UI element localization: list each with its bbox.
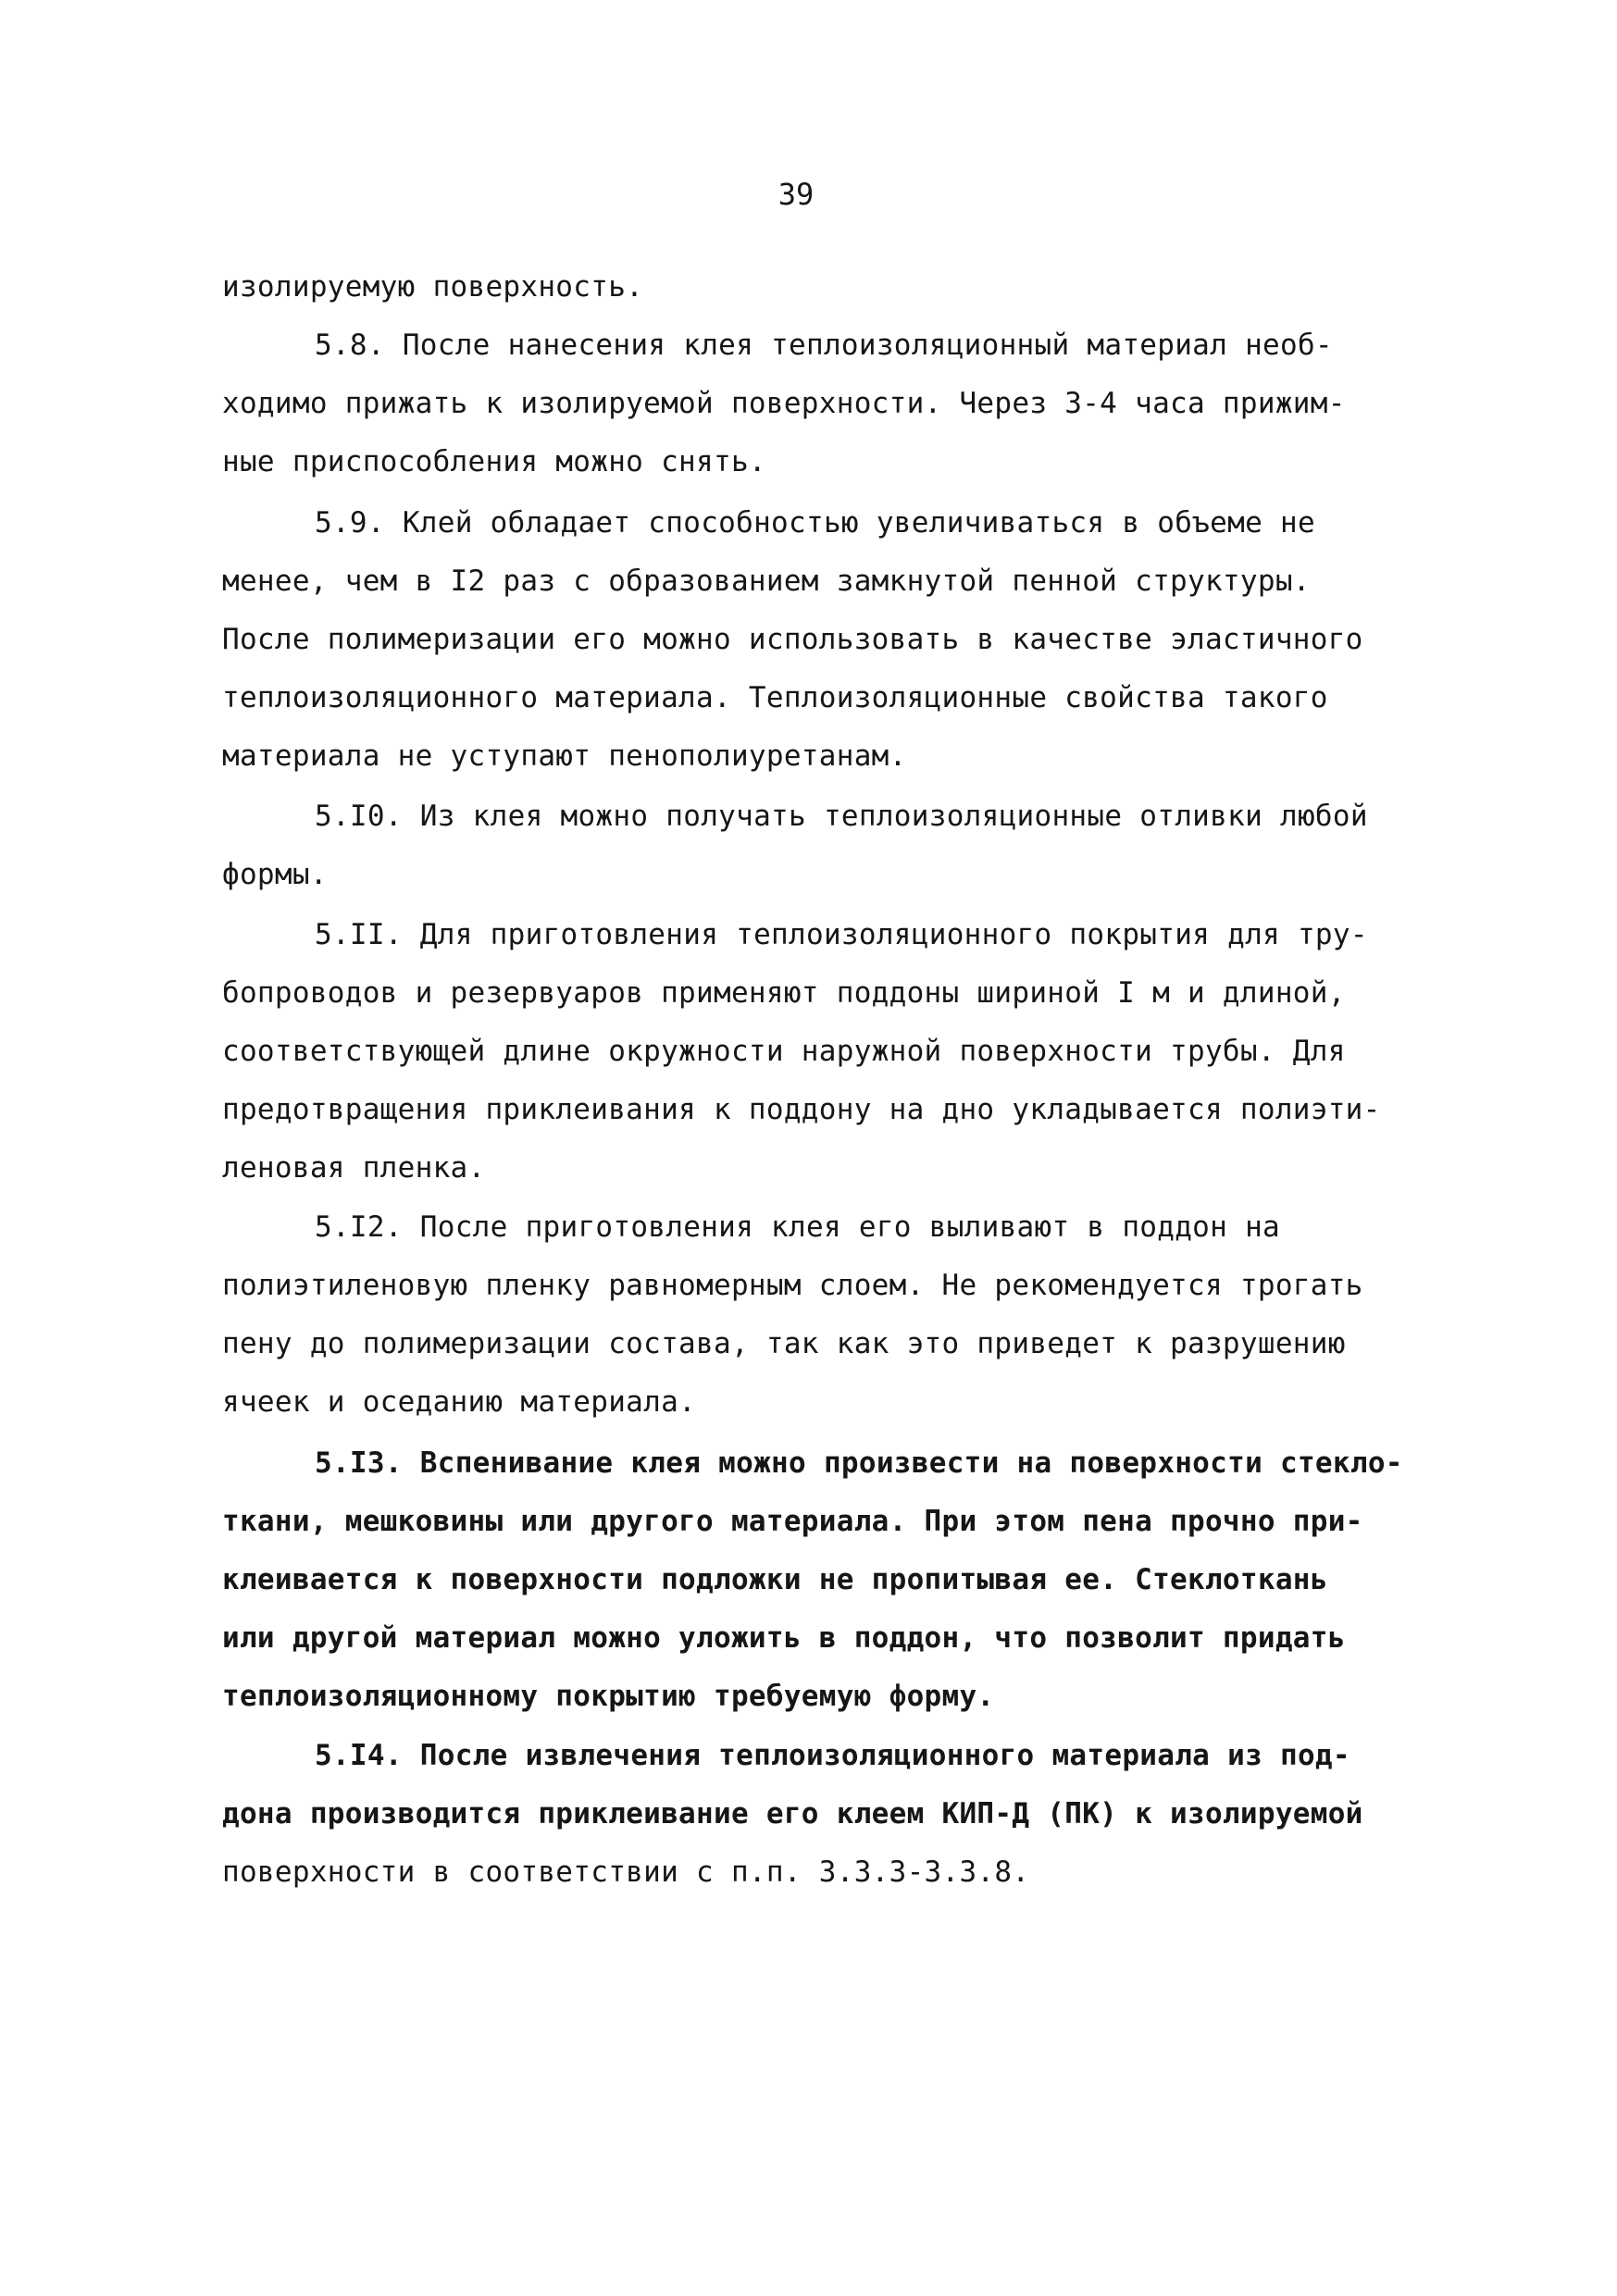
text-line: ные приспособления можно снять. [222,445,766,478]
text-line: или другой материал можно уложить в поддон, что позволит придать [222,1621,1346,1655]
text-line: бопроводов и резервуаров применяют поддоны шириной I м и длиной, [222,976,1346,1010]
paragraph-5-14-line: 5.I4. После извлечения теплоизоляционного материала из под- [315,1739,1350,1772]
text-line: соответствующей длине окружности наружной поверхности трубы. Для [222,1035,1346,1068]
text-line: изолируемую поверхность. [222,270,644,304]
paragraph-5-13-line: 5.I3. Вспенивание клея можно произвести на поверхности стекло- [315,1446,1403,1480]
paragraph-5-8-line: 5.8. После нанесения клея теплоизоляционный материал необ- [315,329,1333,362]
text-line: дона производится приклеивание его клеем КИП-Д (ПК) к изолируемой [222,1797,1363,1831]
page-number: 39 [777,177,815,212]
text-line: теплоизоляционного материала. Теплоизоляционные свойства такого [222,681,1328,714]
text-line: ткани, мешковины или другого материала. При этом пена прочно при- [222,1505,1363,1538]
text-line: поверхности в соответствии с п.п. 3.3.3-3.3.8. [222,1855,1030,1889]
text-line: теплоизоляционному покрытию требуемую форму. [222,1680,995,1713]
paragraph-5-9-line: 5.9. Клей обладает способностью увеличиваться в объеме не [315,506,1315,540]
paragraph-5-10-line: 5.I0. Из клея можно получать теплоизоляционные отливки любой [315,800,1368,833]
text-line: полиэтиленовую пленку равномерным слоем. Не рекомендуется трогать [222,1269,1363,1302]
text-line: предотвращения приклеивания к поддону на дно укладывается полиэти- [222,1093,1381,1126]
paragraph-5-12-line: 5.I2. После приготовления клея его выливают в поддон на [315,1210,1280,1244]
text-line: формы. [222,858,328,891]
text-line: менее, чем в I2 раз с образованием замкнутой пенной структуры. [222,565,1311,598]
text-line: ячеек и оседанию материала. [222,1385,697,1419]
paragraph-5-11-line: 5.II. Для приготовления теплоизоляционного покрытия для тру- [315,918,1368,951]
text-line: После полимеризации его можно использовать в качестве эластичного [222,623,1363,656]
text-line: материала не уступают пенополиуретанам. [222,739,907,773]
text-line: клеивается к поверхности подложки не пропитывая ее. Стеклоткань [222,1563,1328,1596]
text-line: ходимо прижать к изолируемой поверхности. Через 3-4 часа прижим- [222,387,1346,420]
text-line: пену до полимеризации состава, так как это приведет к разрушению [222,1327,1346,1360]
text-line: леновая пленка. [222,1151,486,1185]
